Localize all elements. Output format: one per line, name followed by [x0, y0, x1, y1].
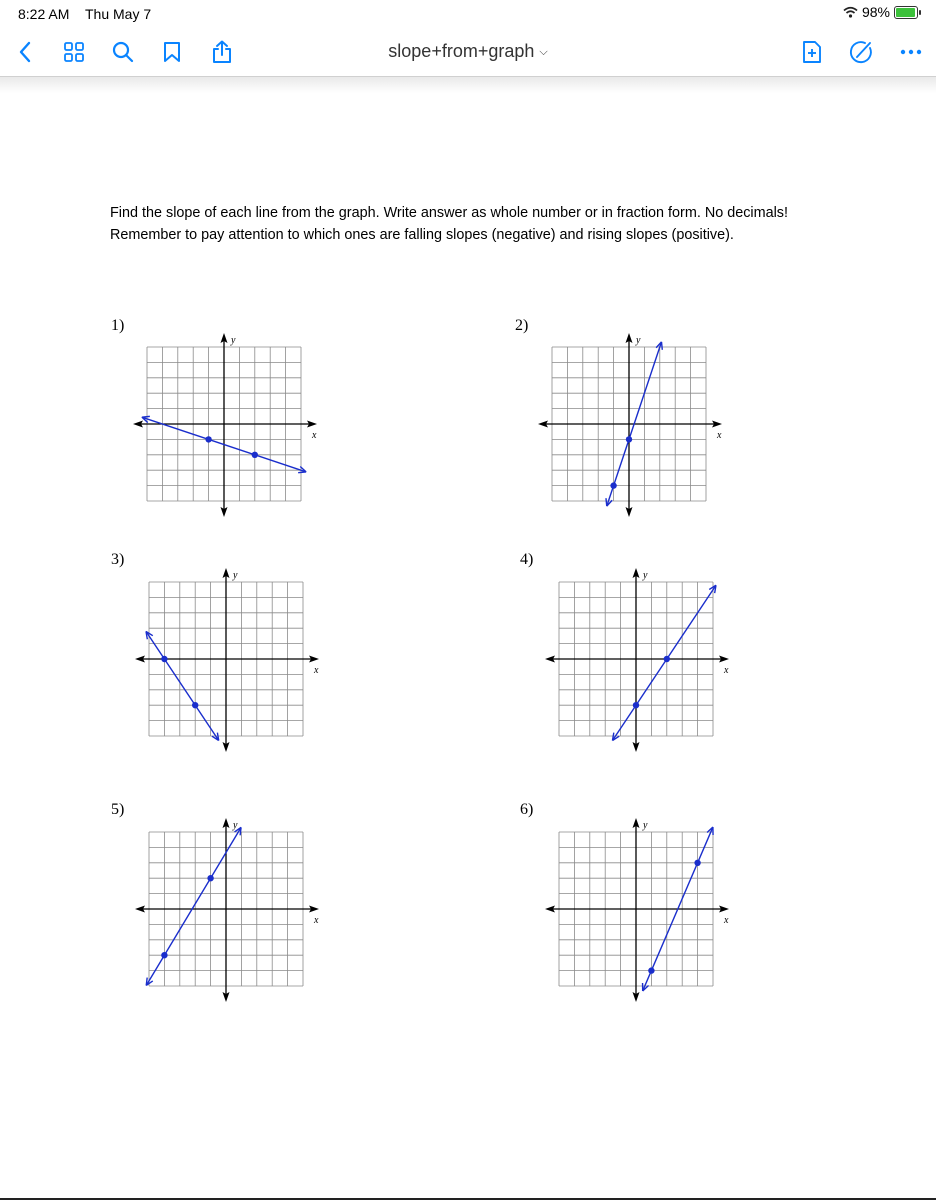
- toolbar-shadow: [0, 77, 936, 93]
- plotted-point: [633, 702, 639, 708]
- chevron-down-icon: ⌵: [539, 46, 548, 58]
- y-axis-label: y: [231, 335, 236, 346]
- plotted-point: [252, 452, 258, 458]
- plotted-point: [192, 702, 198, 708]
- problem-label: 4): [520, 551, 534, 568]
- coordinate-graph: [149, 820, 319, 986]
- document-title[interactable]: [0, 41, 936, 62]
- plotted-point: [161, 952, 167, 958]
- page-divider: [0, 1198, 936, 1200]
- battery-percent: 98%: [861, 4, 890, 20]
- y-axis-label: y: [636, 335, 641, 346]
- y-axis-label: y: [233, 570, 238, 581]
- graphed-line: [146, 631, 219, 740]
- plotted-point: [694, 860, 700, 866]
- problem-label: 1): [111, 317, 125, 334]
- problem-label: 3): [111, 551, 125, 568]
- coordinate-graph: [552, 335, 722, 501]
- coordinate-graph: [559, 820, 729, 986]
- graphed-line: [146, 827, 241, 985]
- y-axis-label: y: [643, 820, 648, 831]
- status-bar: [0, 0, 936, 28]
- coordinate-graph: [559, 570, 729, 736]
- status-right: [843, 4, 918, 20]
- plotted-point: [648, 967, 654, 973]
- more-icon[interactable]: [896, 37, 926, 67]
- instructions-text: Find the slope of each line from the graph. Write answer as whole number or in fraction form. No decimals! Remember to pay attention to which ones are falling slopes (negative) and rising slopes (positive).: [110, 205, 789, 243]
- x-axis-label: x: [314, 915, 319, 926]
- wifi-icon: [843, 6, 858, 18]
- coordinate-graph: [147, 335, 317, 501]
- document-title-text: slope+from+graph: [388, 41, 535, 61]
- x-axis-label: x: [717, 430, 722, 441]
- problem-label: 2): [515, 317, 529, 334]
- plotted-point: [664, 656, 670, 662]
- problem-label: 6): [520, 801, 534, 818]
- add-page-icon[interactable]: [797, 37, 827, 67]
- battery-icon: [894, 6, 918, 19]
- x-axis-label: x: [312, 430, 317, 441]
- problem-label: 5): [111, 801, 125, 818]
- x-axis-label: x: [724, 915, 729, 926]
- plotted-point: [610, 482, 616, 488]
- x-axis-label: x: [314, 665, 319, 676]
- status-date: Thu May 7: [85, 6, 152, 22]
- status-time: 8:22 AM: [18, 6, 70, 22]
- markup-icon[interactable]: [846, 37, 876, 67]
- toolbar: [0, 28, 936, 77]
- x-axis-label: x: [724, 665, 729, 676]
- y-axis-label: y: [233, 820, 238, 831]
- coordinate-graph: [149, 570, 319, 736]
- plotted-point: [205, 436, 211, 442]
- plotted-point: [626, 436, 632, 442]
- y-axis-label: y: [643, 570, 648, 581]
- plotted-point: [161, 656, 167, 662]
- plotted-point: [207, 875, 213, 881]
- graphed-line: [612, 585, 716, 740]
